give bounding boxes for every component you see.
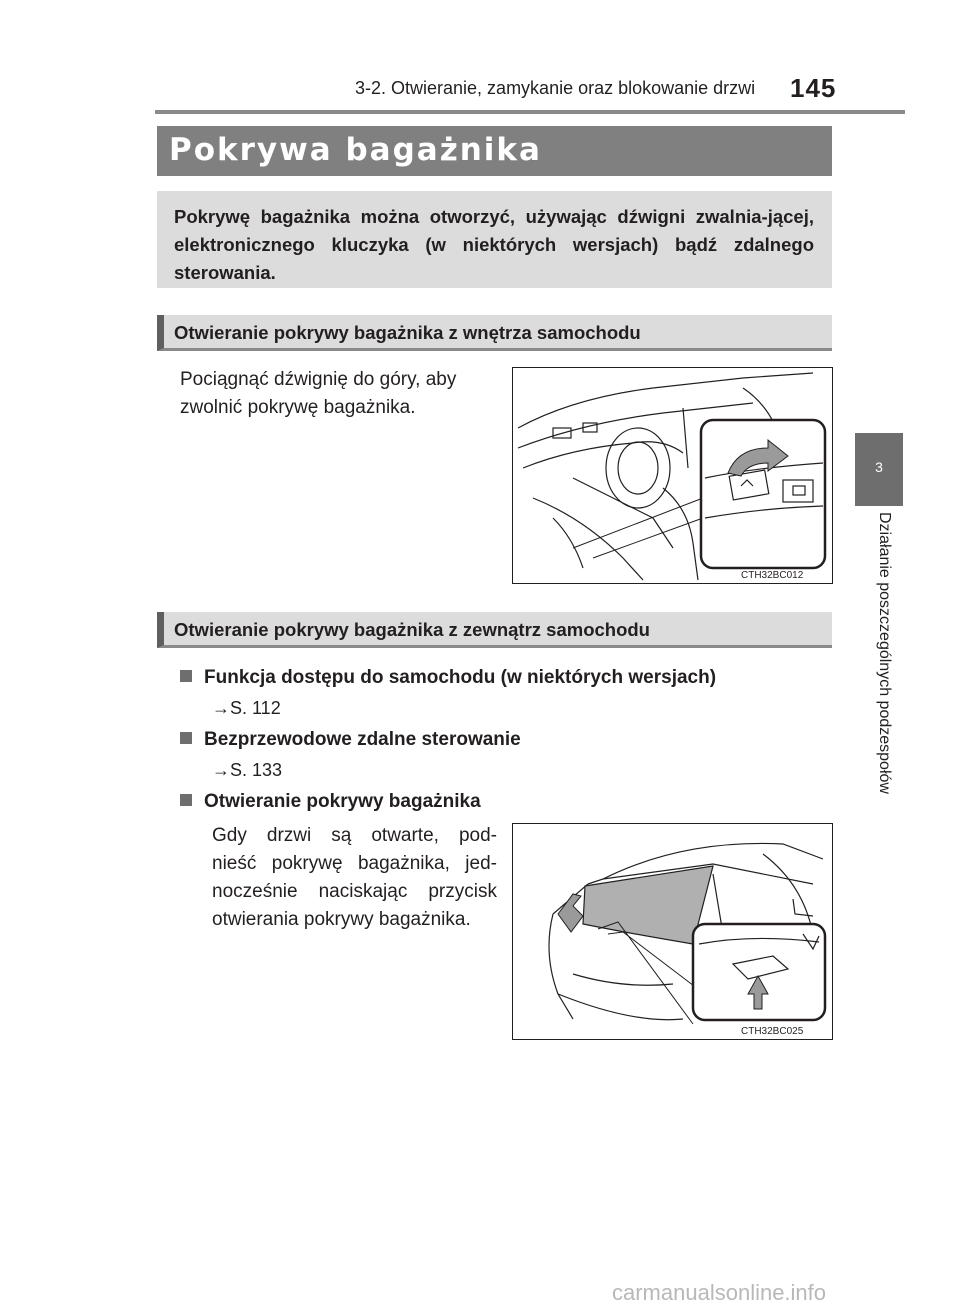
bullet-item-remote-ref[interactable]: →S. 133 [212, 760, 283, 780]
bullet-item-opening [180, 791, 481, 813]
outside-instruction-line-1: Gdy drzwi są otwarte, pod- [212, 825, 497, 846]
interior-illustration [512, 367, 833, 584]
header-section-title: 3-2. Otwieranie, zamykanie oraz blokowanie drzwi [355, 78, 756, 98]
bullet-square-icon [180, 794, 192, 806]
outside-instruction-line-4: otwierania pokrywy bagażnika. [212, 909, 471, 930]
page-title-bar [157, 126, 832, 176]
page-title: Pokrywa bagażnika [169, 132, 542, 168]
chapter-tab [855, 433, 903, 506]
section-heading-outside-text: Otwieranie pokrywy bagażnika z zewnątrz samochodu [174, 619, 650, 640]
bullet-item-remote-title: Bezprzewodowe zdalne sterowanie [204, 729, 521, 750]
bullet-item-keyless-ref[interactable]: →S. 112 [212, 698, 281, 718]
intro-box [157, 191, 832, 288]
section-heading-inside-text: Otwieranie pokrywy bagażnika z wnętrza samochodu [174, 322, 641, 343]
chapter-label: Działanie poszczególnych podzespołów [876, 512, 893, 794]
bullet-item-opening-title: Otwieranie pokrywy bagażnika [204, 791, 481, 812]
interior-figure-code: CTH32BC012 [741, 570, 804, 581]
trunk-illustration [512, 823, 833, 1040]
inside-instruction-line-2: zwolnić pokrywę bagażnika. [180, 397, 416, 418]
car-interior-drawing [513, 368, 832, 583]
trunk-figure-code: CTH32BC025 [741, 1026, 804, 1037]
bullet-item-keyless [180, 667, 716, 689]
page-number: 145 [790, 73, 837, 103]
bullet-square-icon [180, 732, 192, 744]
inside-instruction-line-1: Pociągnąć dźwignię do góry, aby [180, 369, 457, 390]
bullet-item-keyless-title: Funkcja dostępu do samochodu (w niektórych wersjach) [204, 667, 717, 688]
bullet-square-icon [180, 670, 192, 682]
outside-instruction-line-2: nieść pokrywę bagażnika, jed- [212, 853, 497, 874]
watermark: carmanualsonline.info [612, 1280, 827, 1305]
section-heading-inside [157, 315, 832, 351]
header-rule [155, 110, 905, 114]
intro-text: Pokrywę bagażnika można otworzyć, używając dźwigni zwalnia-jącej, elektronicznego kluczyka (w niektórych wersjach) bądź zdalnego sterowania. [174, 206, 814, 283]
car-rear-drawing [513, 824, 832, 1039]
chapter-number: 3 [875, 459, 883, 475]
outside-instruction [212, 822, 497, 934]
bullet-item-remote [180, 729, 521, 751]
section-heading-outside [157, 612, 832, 648]
chapter-label-vertical [873, 512, 897, 852]
outside-instruction-line-3: nocześnie naciskając przycisk [212, 881, 497, 902]
inside-instruction [180, 366, 500, 422]
